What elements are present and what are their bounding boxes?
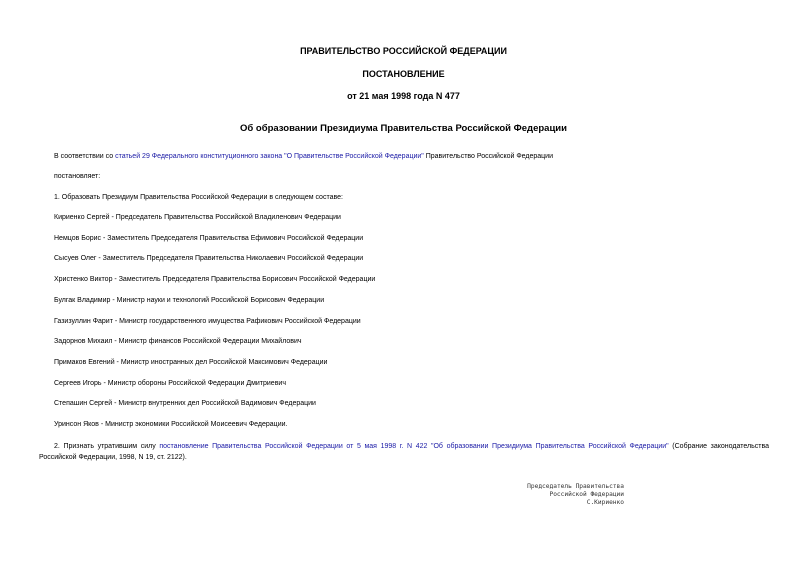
member-line: Христенко Виктор - Заместитель Председателя Правительства Борисович Российской Федерации [54, 276, 376, 283]
intro-text-after: Правительство Российской Федерации [423, 153, 553, 160]
member-line: Степашин Сергей - Министр внутренних дел Российской Вадимович Федерации [54, 400, 316, 407]
intro-paragraph [54, 153, 553, 160]
org-heading: ПРАВИТЕЛЬСТВО РОССИЙСКОЙ ФЕДЕРАЦИИ [300, 46, 507, 56]
signature-name: С.Кириенко [586, 499, 624, 506]
member-line: Уринсон Яков - Министр экономики Российской Моисеевич Федерации. [54, 421, 288, 428]
signature-position: Председатель Правительства [527, 483, 624, 490]
document-title: Об образовании Президиума Правительства Российской Федерации [240, 123, 567, 134]
item-2-paragraph [39, 441, 769, 463]
member-line: Сергеев Игорь - Министр обороны Российской Федерации Дмитриевич [54, 380, 286, 387]
resolution-link[interactable]: постановление Правительства Российской Федерации от 5 мая 1998 г. N 422 "Об образовании Президиума Правительства Российской Федерации" [159, 443, 669, 450]
member-line: Булгак Владимир - Министр науки и технологий Российской Борисович Федерации [54, 297, 325, 304]
decree-word: постановляет: [54, 173, 101, 180]
member-line: Сысуев Олег - Заместитель Председателя Правительства Николаевич Российской Федерации [54, 255, 364, 262]
member-line: Газизуллин Фарит - Министр государственного имущества Рафикович Российской Федерации [54, 318, 361, 325]
doc-type-heading: ПОСТАНОВЛЕНИЕ [362, 69, 445, 79]
member-line: Кириенко Сергей - Председатель Правительства Российской Владиленович Федерации [54, 214, 341, 221]
intro-text-before: В соответствии со [54, 153, 116, 160]
member-line: Примаков Евгений - Министр иностранных дел Российской Максимович Федерации [54, 359, 328, 366]
law-link[interactable]: статьей 29 Федерального конституционного закона "О Правительстве Российской Федерации" [115, 153, 424, 160]
item-2-text-before: 2. Признать утратившим силу [54, 443, 160, 450]
date-number-heading: от 21 мая 1998 года N 477 [347, 91, 460, 101]
item-1: 1. Образовать Президиум Правительства Российской Федерации в следующем составе: [54, 194, 343, 201]
member-line: Немцов Борис - Заместитель Председателя Правительства Ефимович Российской Федерации [54, 235, 364, 242]
member-line: Задорнов Михаил - Министр финансов Российской Федерации Михайлович [54, 338, 302, 345]
item-2-text-after: (Собрание законодательства Российской Федерации, 1998, N 19, ст. 2122). [39, 443, 769, 461]
signature-country: Российской Федерации [549, 491, 624, 498]
